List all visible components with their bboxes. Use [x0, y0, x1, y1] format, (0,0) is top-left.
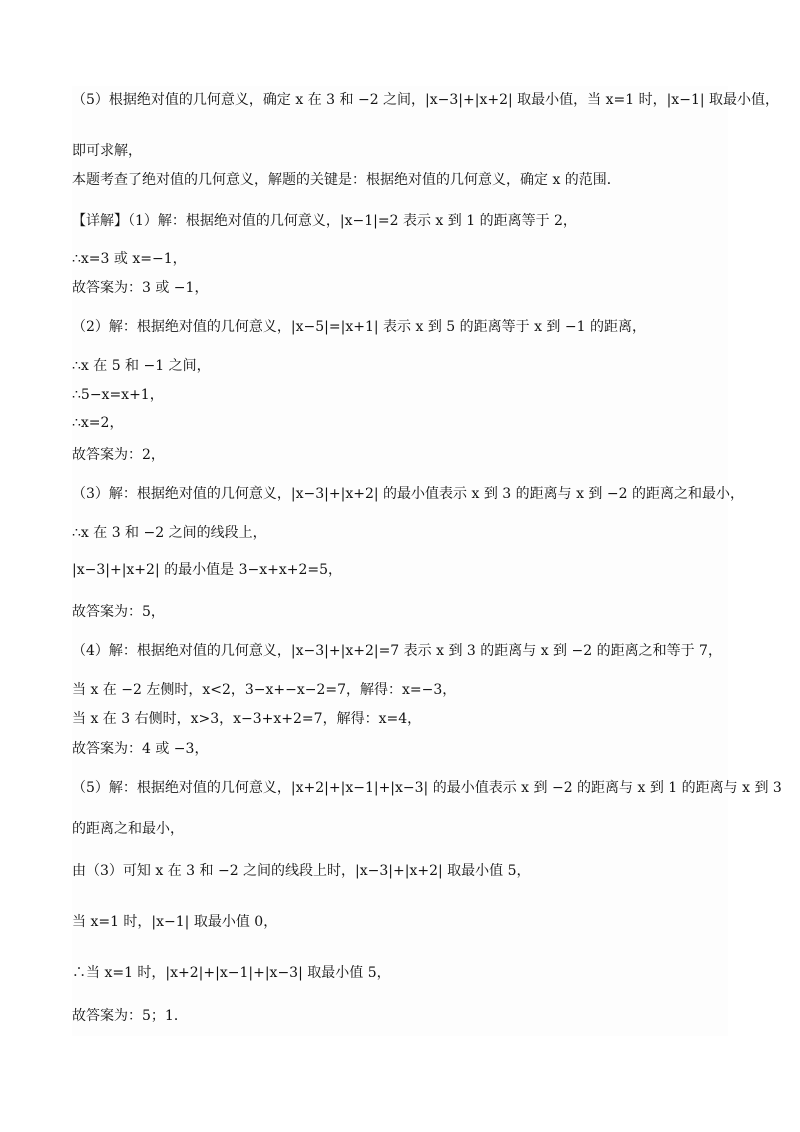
text-line: ∴x=2，: [72, 415, 124, 431]
text-line: （4）解：根据绝对值的几何意义，|x−3|+|x+2|=7 表示 x 到 3 的距离与 x 到 −2 的距离之和等于 7，: [72, 643, 722, 659]
text-line: 当 x=1 时，|x−1| 取最小值 0，: [72, 914, 278, 930]
text-line: 由（3）可知 x 在 3 和 −2 之间的线段上时，|x−3|+|x+2| 取最小值 5，: [72, 863, 531, 879]
text-line: |x−3|+|x+2| 的最小值是 3−x+x+2=5，: [72, 562, 342, 578]
text-line: 故答案为：5，: [72, 604, 165, 620]
text-line: ∴5−x=x+1，: [72, 387, 164, 403]
text-line: （2）解：根据绝对值的几何意义，|x−5|=|x+1| 表示 x 到 5 的距离等于 x 到 −1 的距离，: [72, 319, 646, 335]
text-line: ∴x=3 或 x=−1，: [72, 251, 187, 267]
text-line: （3）解：根据绝对值的几何意义，|x−3|+|x+2| 的最小值表示 x 到 3 的距离与 x 到 −2 的距离之和最小，: [72, 486, 744, 502]
text-line: 故答案为：3 或 −1，: [72, 280, 209, 296]
text-line: （5）根据绝对值的几何意义，确定 x 在 3 和 −2 之间，|x−3|+|x+2| 取最小值，当 x=1 时，|x−1| 取最小值，: [72, 92, 780, 108]
text-line: 故答案为：2，: [72, 447, 165, 463]
text-line: 故答案为：4 或 −3，: [72, 741, 209, 757]
text-line: ∴x 在 3 和 −2 之间的线段上，: [72, 525, 267, 541]
text-line: ∴当 x=1 时，|x+2|+|x−1|+|x−3| 取最小值 5，: [72, 965, 391, 981]
text-line: （5）解：根据绝对值的几何意义，|x+2|+|x−1|+|x−3| 的最小值表示 x 到 −2 的距离与 x 到 1 的距离与 x 到 3: [72, 780, 782, 796]
text-line: 即可求解，: [72, 143, 142, 159]
text-line: ∴x 在 5 和 −1 之间，: [72, 358, 211, 374]
text-line: 【详解】（1）解：根据绝对值的几何意义，|x−1|=2 表示 x 到 1 的距离等于 2，: [72, 213, 577, 229]
text-line: 本题考查了绝对值的几何意义，解题的关键是：根据绝对值的几何意义，确定 x 的范围．: [72, 172, 621, 188]
text-line: 的距离之和最小，: [72, 821, 184, 837]
text-line: 故答案为：5；1．: [72, 1008, 188, 1024]
text-line: 当 x 在 3 右侧时，x>3，x−3+x+2=7，解得：x=4，: [72, 711, 422, 727]
text-line: 当 x 在 −2 左侧时，x<2，3−x+−x−2=7，解得：x=−3，: [72, 682, 457, 698]
